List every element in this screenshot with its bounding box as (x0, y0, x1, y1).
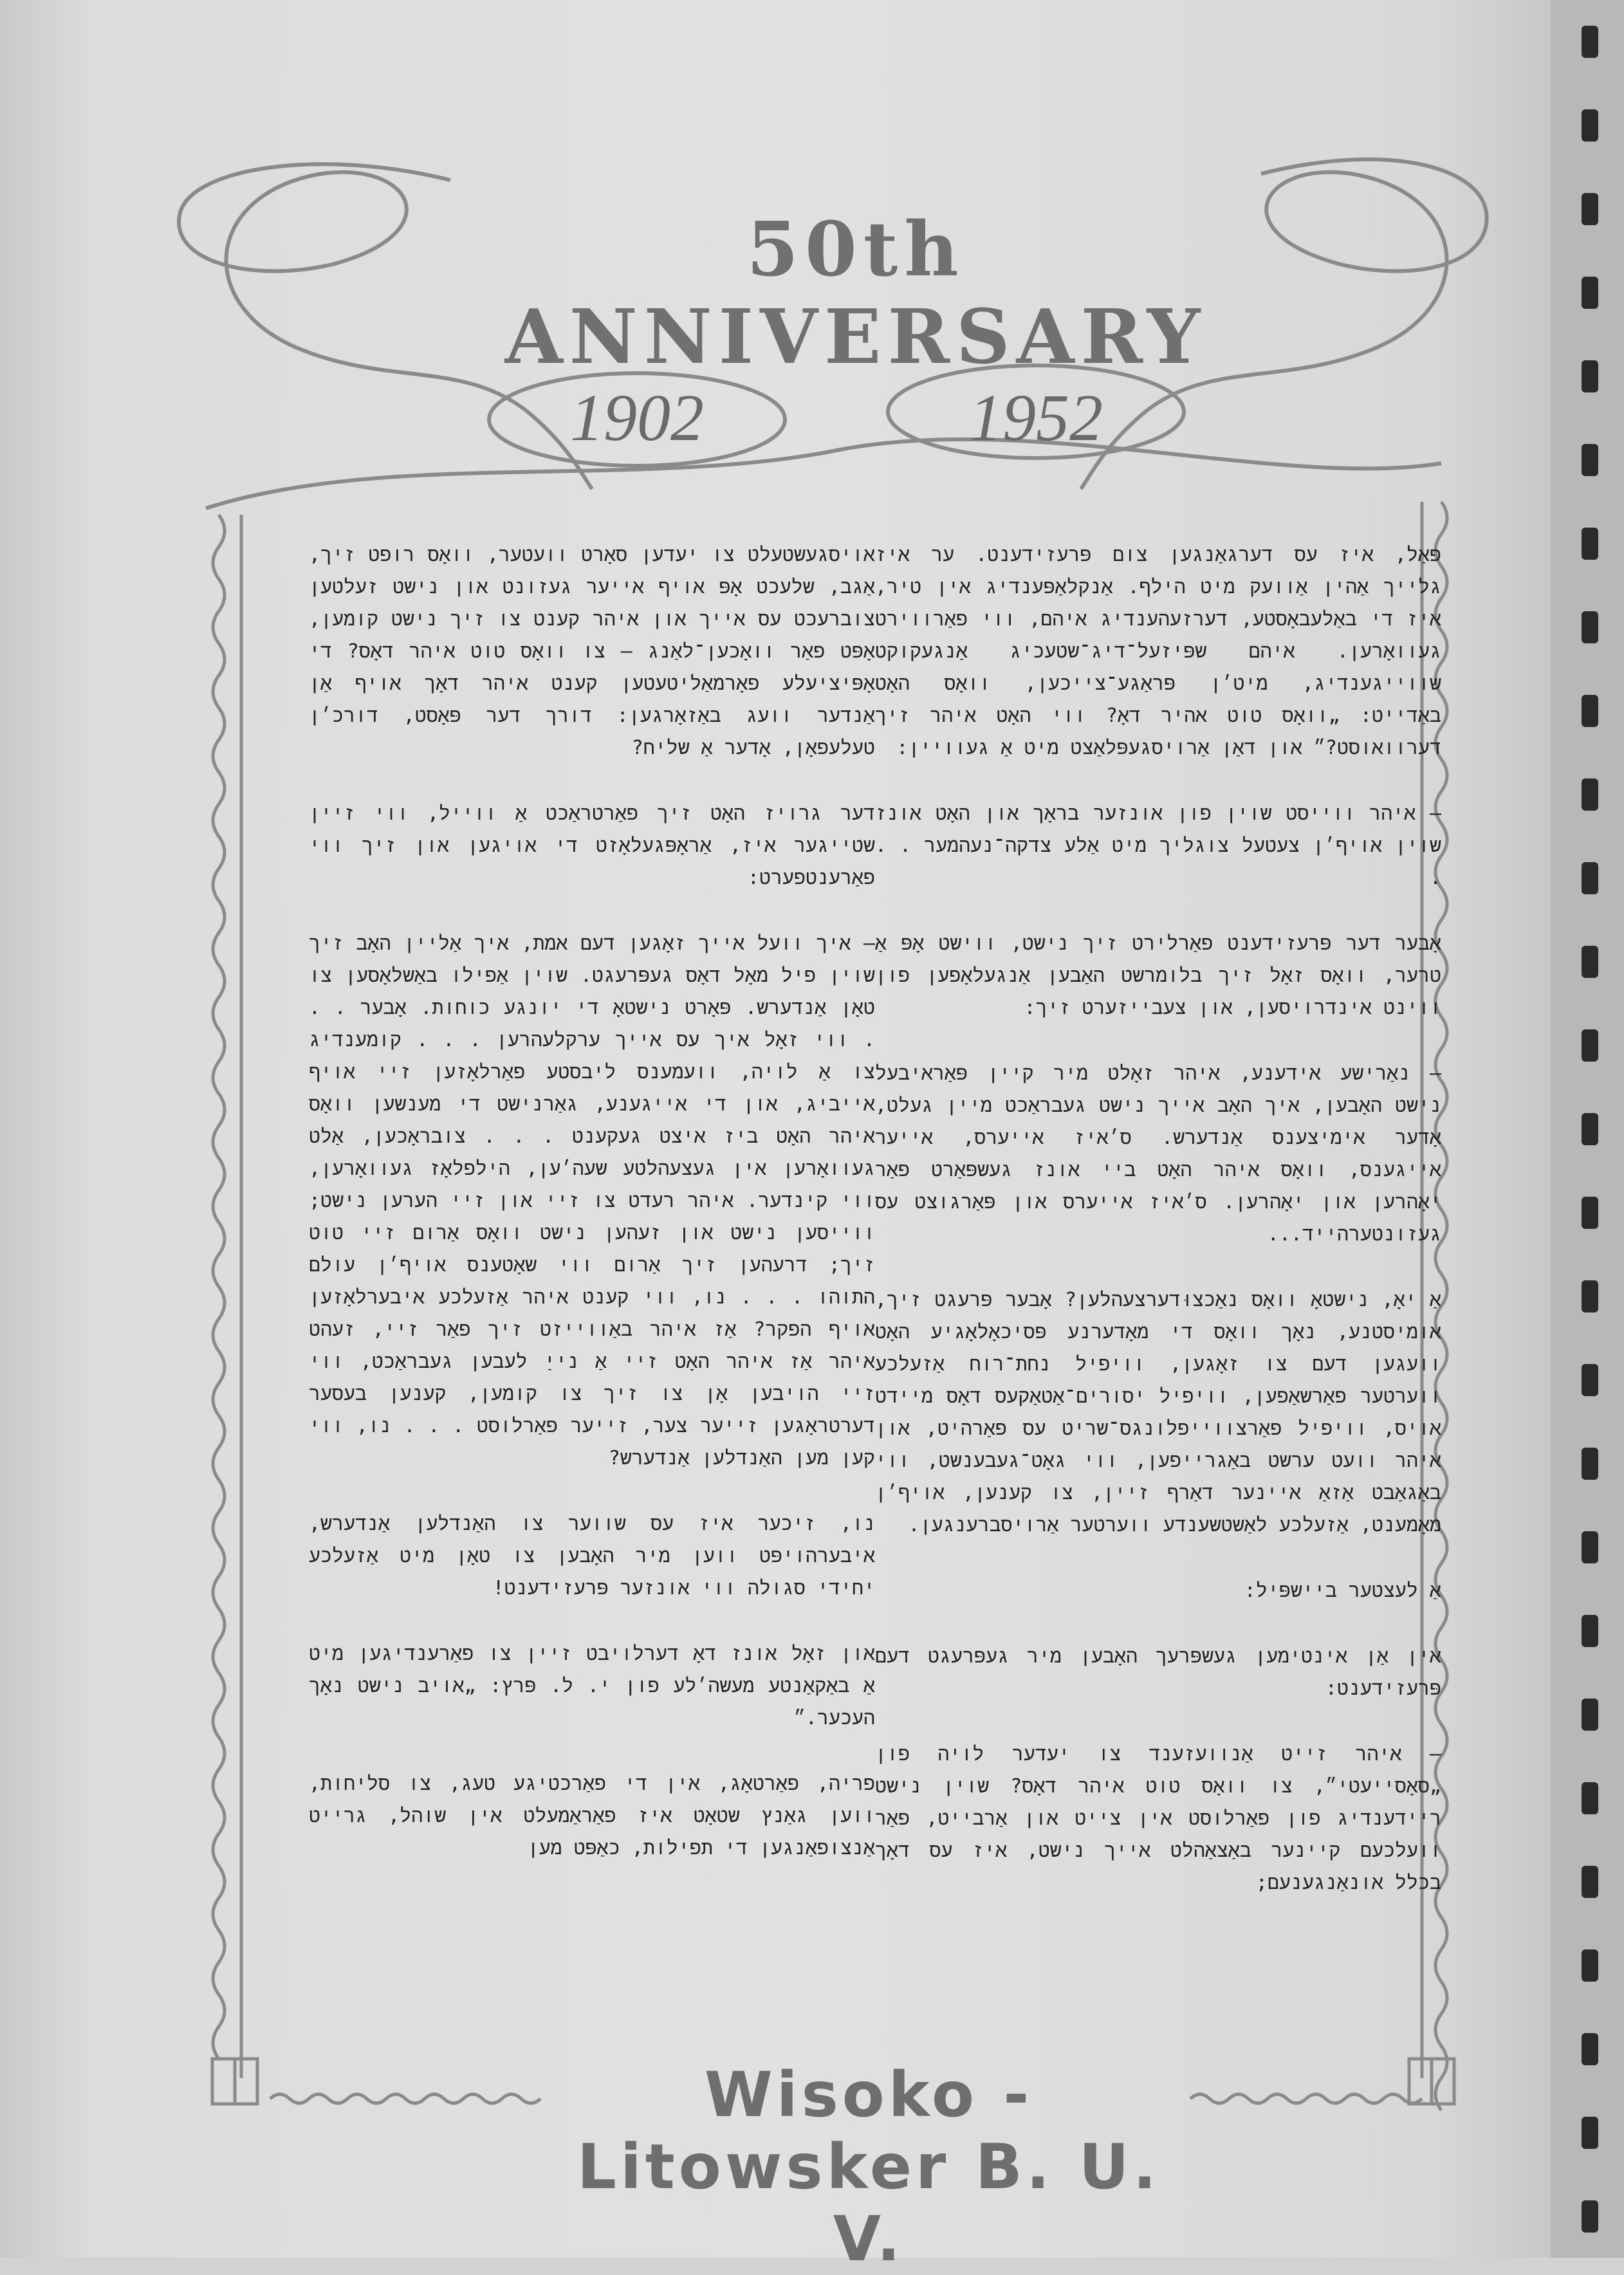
binding-ring (1582, 1782, 1598, 1814)
paragraph: אויסגעשטעלט צו יעדען סאָרט וועטער, וואָס רופט זיך, אַגב, שלעכט אָפּ אויף אייער געזונט און נישט זעלטען צוברעכט עס אייך און איהר קענט צו זיך נישט קומען, אָפּט פאַר וואָכען־לאַנג — צו וואָס טוט איהר דאָס? די אָפּיציעלע פאָרמאַליטעטען קענט איהר דאָך אויף אַן אַנדער וועג באַזאָרגען: דורך דער פּאָסט, דורכ׳ן טעלעפאָן, אָדער אַ שליח? (309, 544, 875, 759)
year-end: 1952 (969, 381, 1103, 455)
binding-ring (1582, 1113, 1598, 1145)
binding-ring (1582, 2117, 1598, 2149)
binding-ring (1582, 1448, 1598, 1480)
binding-ring (1582, 1364, 1598, 1396)
binding-ring (1582, 277, 1598, 309)
binding-ring (1582, 193, 1598, 225)
left-wavy-border (213, 515, 225, 2059)
footer-wave-right (1190, 2094, 1422, 2103)
binding-ring (1582, 1280, 1598, 1312)
paragraph: — נאַרישע אידענע, איהר זאָלט מיר קיין פּאַראיבעל נישט האָבען, איך האָב אייך נישט געבראַכט מיין געלט, אָדער אימיצענס אַנדערש. ס׳איז אייערס, אייער אייגענס, וואָס איהר האָט ביי אונז געשפּאַרט פאַר יאָהרען און יאָהרען. ס׳איז אייערס און פּאַרגוצט עס געזונטערהייד... (875, 1062, 1441, 1246)
page-title: 50th ANNIVERSARY (504, 206, 1207, 381)
paragraph: — איהר זייט אַנוועזענד צו יעדער לויה פון „סאָסייעטי״, צו וואָס טוט איהר דאָס? שוין נישט ריידענדיג פון פאַרלוסט אין צייט און אַרבייט, פאַר וועלכעם קיינער באַצאַהלט אייך נישט, איז עס דאָך בכלל אונאַנגענעם; (875, 1743, 1441, 1894)
binding-ring (1582, 444, 1598, 476)
paragraph: און זאָל אונז דאָ דערלויבט זיין צו פאַרענדיגען מיט אַ באַקאַנטע מעשה׳לע פון י. ל. פּרץ: „אויב נישט נאָך העכער.״ (309, 1643, 875, 1729)
binding-ring (1582, 778, 1598, 811)
paragraph: אין אַן אינטימען געשפּרעך האָבען מיר געפּרעגט דעם פּרעזידענט: (875, 1645, 1441, 1700)
paragraph: נו, זיכער איז עס שווער צו האַנדלען אַנדערש, איבערהויפּט ווען מיר האָבען צו טאָן מיט אַזעלכע יחידי סגולה ווי אונזער פּרעזידענט! (309, 1513, 875, 1599)
year-start: 1902 (570, 381, 704, 455)
paragraph: אָבער דער פּרעזידענט פאַרלירט זיך נישט, ווישט אָפּ אַ טרער, וואָס זאָל זיך בלומרשט האַבען אַנגעלאָפען פון ווינט אינדרויסען, און צעבייזערט זיך: (875, 932, 1441, 1019)
binding-ring (1582, 1029, 1598, 1062)
binding-ring (1582, 109, 1598, 142)
binding-ring (1582, 26, 1598, 58)
binding-ring (1582, 1949, 1598, 1982)
paragraph: אַ לעצטער ביישפּיל: (1244, 1580, 1441, 1602)
binding-ring (1582, 528, 1598, 560)
binding-ring (1582, 862, 1598, 894)
header-sweep (206, 439, 1441, 508)
binding-ring (1582, 1531, 1598, 1563)
paragraph: דער גרויז האָט זיך פאַרטראַכט אַ ווייל, ווי זיין שטייגער איז, אַראָפּגעלאָזט די אויגען און זיך ווי פאַרענטפערט: (309, 802, 875, 889)
text-column-left (309, 539, 875, 2006)
paragraph: — איך וועל אייך זאָגען דעם אמת, איך אַליין האָב זיך שוין פיל מאָל דאָס געפּרעגט. שוין אַפילו באַשלאָסען צו טאָן אַנדערש. פּאָרט נישטאָ די יונגע כוחות. אָבער . . . ווי זאָל איך עס אייך ערקלעהרען . . . קומענדיג צו אַ לויה, וועמענס ליבסטע פאַרלאָזען זיי אויף אייביג, און די אייגענע, גאַרנישט די מענשען וואָס איהר האָט ביז איצט געקענט . . . צובראָכען, אַלט געוואָרען אין געצעהלטע שעה׳ען, הילפלאָז געוואָרען, ווי קינדער. איהר רעדט צו זיי און זיי הערען נישט; ווייסען נישט און זעהען נישט וואָס אַרום זיי טוט זיך; דרעהען זיך אַרום ווי שאָטענס אויף׳ן עולם התוהו . . . נו, ווי קענט איהר אַזעלכע איבערלאָזען אויף הפקר? אַז איהר באַווייזט זיך פאַר זיי, זעהט איהר אַז איהר האָט זיי אַ נייַ לעבען געבראַכט, ווי זיי הויבען אָן צו זיך צו קומען, קענען בעסער דערטראָגען זייער צער, זייער פאַרלוסט . . . נו, ווי קען מען האַנדלען אַנדערש? (309, 932, 876, 1469)
binding-ring (1582, 1615, 1598, 1647)
text-column-right (875, 539, 1441, 2006)
binding-ring (1582, 611, 1598, 643)
binding-ring (1582, 946, 1598, 978)
binding-ring (1582, 1197, 1598, 1229)
binding-ring (1582, 2200, 1598, 2233)
binding-ring (1582, 2033, 1598, 2065)
paragraph: פריה, פאַרטאָג, אין די פאַרכטיגע טעג, צו סליחות, ווען גאַנץ שטאָט איז פאַראַמעלט אין שוהל, גרייט אַנצופאַנגען די תפילות, כאַפּט מען (309, 1773, 875, 1859)
paragraph: פאַל, איז עס דערגאַנגען צום פּרעזידענט. ער איז גלייך אַהין אַוועק מיט הילף. אַנקלאַפּענדיג אין טיר, איז די באַלעבאָסטע, דערזעהענדיג איהם, ווי פאַרווירט געוואָרען. איהם שפּיזעל־דיג־שטעכיג אַנגעקוקט שווייגענדיג, מיט׳ן פּראַגע־צייכען, וואָס האָט באַדייט: „וואָס טוט אהיר דאָ? ווי האָט איהר זיך דערוואוסט?״ און דאַן אַרויסגעפּלאַצט מיט אַ געוויין: (875, 544, 1441, 759)
spiral-binding (1551, 0, 1624, 2258)
binding-ring (1582, 1699, 1598, 1731)
footer-wave-left (270, 2094, 540, 2103)
binding-ring (1582, 1866, 1598, 1898)
binding-ring (1582, 360, 1598, 392)
paragraph: אַ יאָ, נישטאָ וואָס נאַכצוּדערצעהלען? אָבער פּרעגט זיך, אומיסטנע, נאָך וואָס די מאָדערנע פּסיכאָלאָגיע האָט וועגען דעם צו זאָגען, וויפיל נחת־רוח אַזעלכע ווערטער פאַרשאַפען, וויפיל יסורים־אַטאַקעס דאָס מיידט אויס, וויפיל פאַרצווייפלונגס־שריט עס פאַרהיט, און איהר וועט ערשט באַגרייפען, ווי גאָט־געבענשט, ווי באַגאַבט אַזאַ איינער דאַרף זיין, צו קענען, אויף׳ן מאָמענט, אַזעלכע לאַשטשענדע ווערטער אַרויסברענגען. (875, 1289, 1441, 1536)
footer-organization-name: Wisoko - Litowsker B. U. V. (577, 2059, 1161, 2275)
paragraph: — איהר ווייסט שוין פון אונזער בראָך און האָט אונז שוין אויף׳ן צעטעל צוגליך מיט אַלע צדקה־נעהמער . . . (875, 802, 1441, 889)
binding-ring (1582, 695, 1598, 727)
